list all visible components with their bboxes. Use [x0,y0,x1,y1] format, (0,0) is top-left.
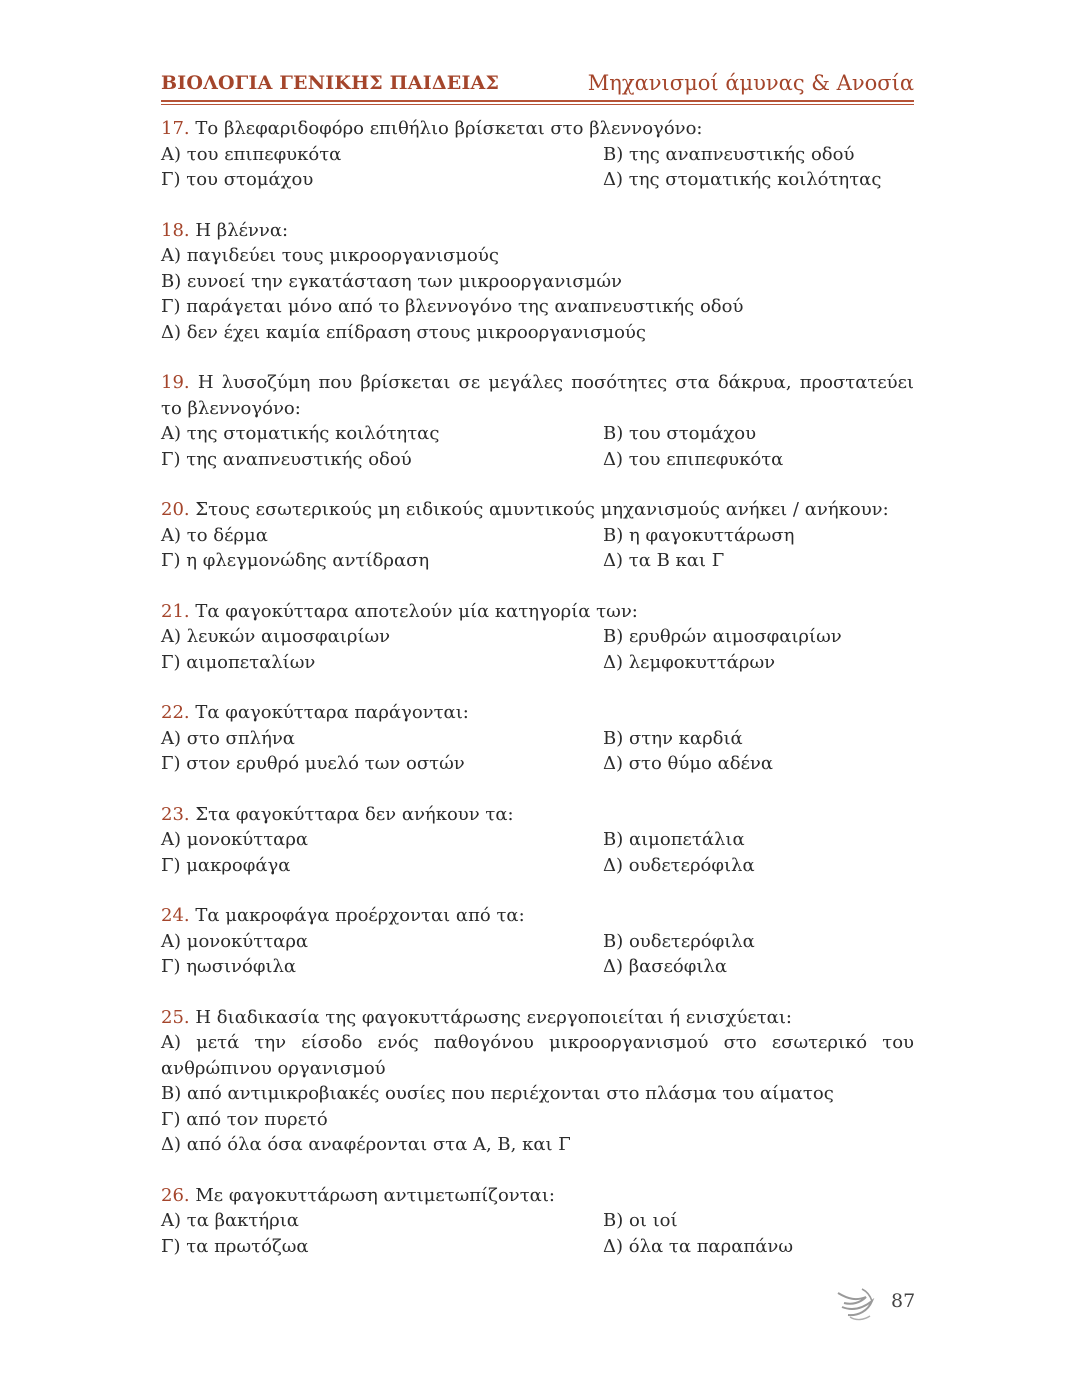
question-text: Το βλεφαριδοφόρο επιθήλιο βρίσκεται στο βλεννογόνο: [195,118,703,139]
bird-logo-icon [836,1283,882,1327]
answer-option: Δ) βασεόφιλα [603,956,727,977]
option-row [161,650,914,676]
answer-option: Α) παγιδεύει τους μικροοργανισμούς [161,245,499,266]
answer-option: Γ) μακροφάγα [161,854,291,876]
question-21 [161,599,914,676]
option-row [161,523,914,549]
answer-option: Γ) από τον πυρετό [161,1108,328,1130]
question-stem [161,599,914,625]
question-stem [161,218,914,244]
answer-option: Δ) όλα τα παραπάνω [603,1235,794,1257]
answer-option: Γ) ηωσινόφιλα [161,956,297,977]
answer-option: Δ) δεν έχει καμία επίδραση στους μικροοργανισμούς [161,321,646,343]
answer-option: Β) ευνοεί την εγκατάσταση των μικροοργανισμών [161,270,622,292]
option-row [161,1234,914,1260]
question-text: Στους εσωτερικούς μη ειδικούς αμυντικούς μηχανισμούς ανήκει / ανήκουν: [195,499,889,520]
answer-option: Α) στο σπλήνα [161,727,295,749]
answer-option: Γ) του στομάχου [161,169,314,190]
option-row [161,929,914,955]
question-20 [161,497,914,574]
answer-option: Β) ουδετερόφιλα [603,930,755,952]
header-rule-thin [161,104,914,105]
option-row [161,954,914,980]
question-stem [161,116,914,142]
questions-list [161,116,914,1284]
question-number: 18. [161,219,190,241]
question-text: Η λυσοζύμη που βρίσκεται σε μεγάλες ποσότητες στα δάκρυα, προστατεύει το βλεννογόνο: [161,372,914,419]
question-stem [161,1183,914,1209]
answer-option: Β) στην καρδιά [603,727,743,749]
question-number: 17. [161,118,190,139]
answer-option: Δ) από όλα όσα αναφέρονται στα Α, Β, και Γ [161,1134,571,1155]
question-number: 22. [161,702,190,723]
option-row [161,853,914,879]
question-number: 23. [161,803,190,825]
answer-option: Γ) η φλεγμονώδης αντίδραση [161,550,430,571]
question-number: 20. [161,499,190,520]
question-25 [161,1005,914,1158]
question-text: Με φαγοκυττάρωση αντιμετωπίζονται: [195,1184,555,1206]
answer-option: Δ) του επιπεφυκότα [603,448,784,470]
question-stem [161,802,914,828]
question-23 [161,802,914,879]
question-17 [161,116,914,193]
question-stem [161,1005,914,1031]
answer-option: Δ) ουδετερόφιλα [603,854,755,876]
option-row [161,142,914,168]
option-row [161,447,914,473]
answer-option: Δ) λεμφοκυττάρων [603,651,776,673]
answer-option: Β) της αναπνευστικής οδού [603,143,855,165]
question-text: Τα φαγοκύτταρα αποτελούν μία κατηγορία των: [195,600,638,622]
answer-option: Α) μετά την είσοδο ενός παθογόνου μικροοργανισμού στο εσωτερικό του ανθρώπινου οργανισμού [161,1032,914,1079]
question-number: 25. [161,1006,190,1028]
chapter-title: Μηχανισμοί άμυνας & Ανοσία [587,71,914,95]
question-18 [161,218,914,346]
book-title: ΒΙΟΛΟΓΙΑ ΓΕΝΙΚΗΣ ΠΑΙΔΕΙΑΣ [161,72,500,94]
answer-option: Α) λευκών αιμοσφαιρίων [161,626,391,647]
answer-option: Α) της στοματικής κοιλότητας [161,423,440,444]
option-row [161,421,914,447]
question-number: 24. [161,905,190,926]
answer-option: Δ) της στοματικής κοιλότητας [603,169,882,190]
question-24 [161,903,914,980]
answer-option: Β) η φαγοκυττάρωση [603,524,795,546]
option-row [161,1208,914,1234]
answer-option: Α) τα βακτήρια [161,1210,299,1231]
answer-option: Γ) στον ερυθρό μυελό των οστών [161,753,465,774]
answer-option: Δ) τα Β και Γ [603,550,725,571]
answer-option: Α) το δέρμα [161,524,268,546]
question-number: 26. [161,1184,190,1206]
header-rule-thick [161,100,914,102]
answer-option: Β) αιμοπετάλια [603,829,745,850]
question-stem [161,370,914,421]
question-text: Η βλέννα: [195,219,289,241]
answer-option: Δ) στο θύμο αδένα [603,753,773,774]
question-text: Τα μακροφάγα προέρχονται από τα: [195,905,525,926]
option-row [161,167,914,193]
page-number: 87 [891,1290,916,1312]
question-22 [161,700,914,777]
option-row [161,827,914,853]
question-26 [161,1183,914,1260]
answer-option: Γ) της αναπνευστικής οδού [161,448,412,470]
option-row [161,624,914,650]
answer-option: Α) του επιπεφυκότα [161,143,342,165]
answer-option: Α) μονοκύτταρα [161,930,309,952]
question-number: 19. [161,372,190,393]
question-text: Τα φαγοκύτταρα παράγονται: [195,702,469,723]
answer-option: Α) μονοκύτταρα [161,829,309,850]
question-stem [161,700,914,726]
option-row [161,726,914,752]
answer-option: Γ) αιμοπεταλίων [161,651,316,673]
answer-option: Β) οι ιοί [603,1210,678,1231]
answer-option: Γ) τα πρωτόζωα [161,1235,309,1257]
answer-option: Β) ερυθρών αιμοσφαιρίων [603,626,842,647]
question-number: 21. [161,600,190,622]
question-text: Η διαδικασία της φαγοκυττάρωσης ενεργοποιείται ή ενισχύεται: [195,1006,792,1028]
option-row [161,751,914,777]
question-stem [161,903,914,929]
question-text: Στα φαγοκύτταρα δεν ανήκουν τα: [195,803,514,825]
option-row [161,548,914,574]
question-19 [161,370,914,472]
answer-option: Β) από αντιμικροβιακές ουσίες που περιέχονται στο πλάσμα του αίματος [161,1083,834,1104]
answer-option: Β) του στομάχου [603,423,757,444]
answer-option: Γ) παράγεται μόνο από το βλεννογόνο της αναπνευστικής οδού [161,296,744,317]
question-stem [161,497,914,523]
